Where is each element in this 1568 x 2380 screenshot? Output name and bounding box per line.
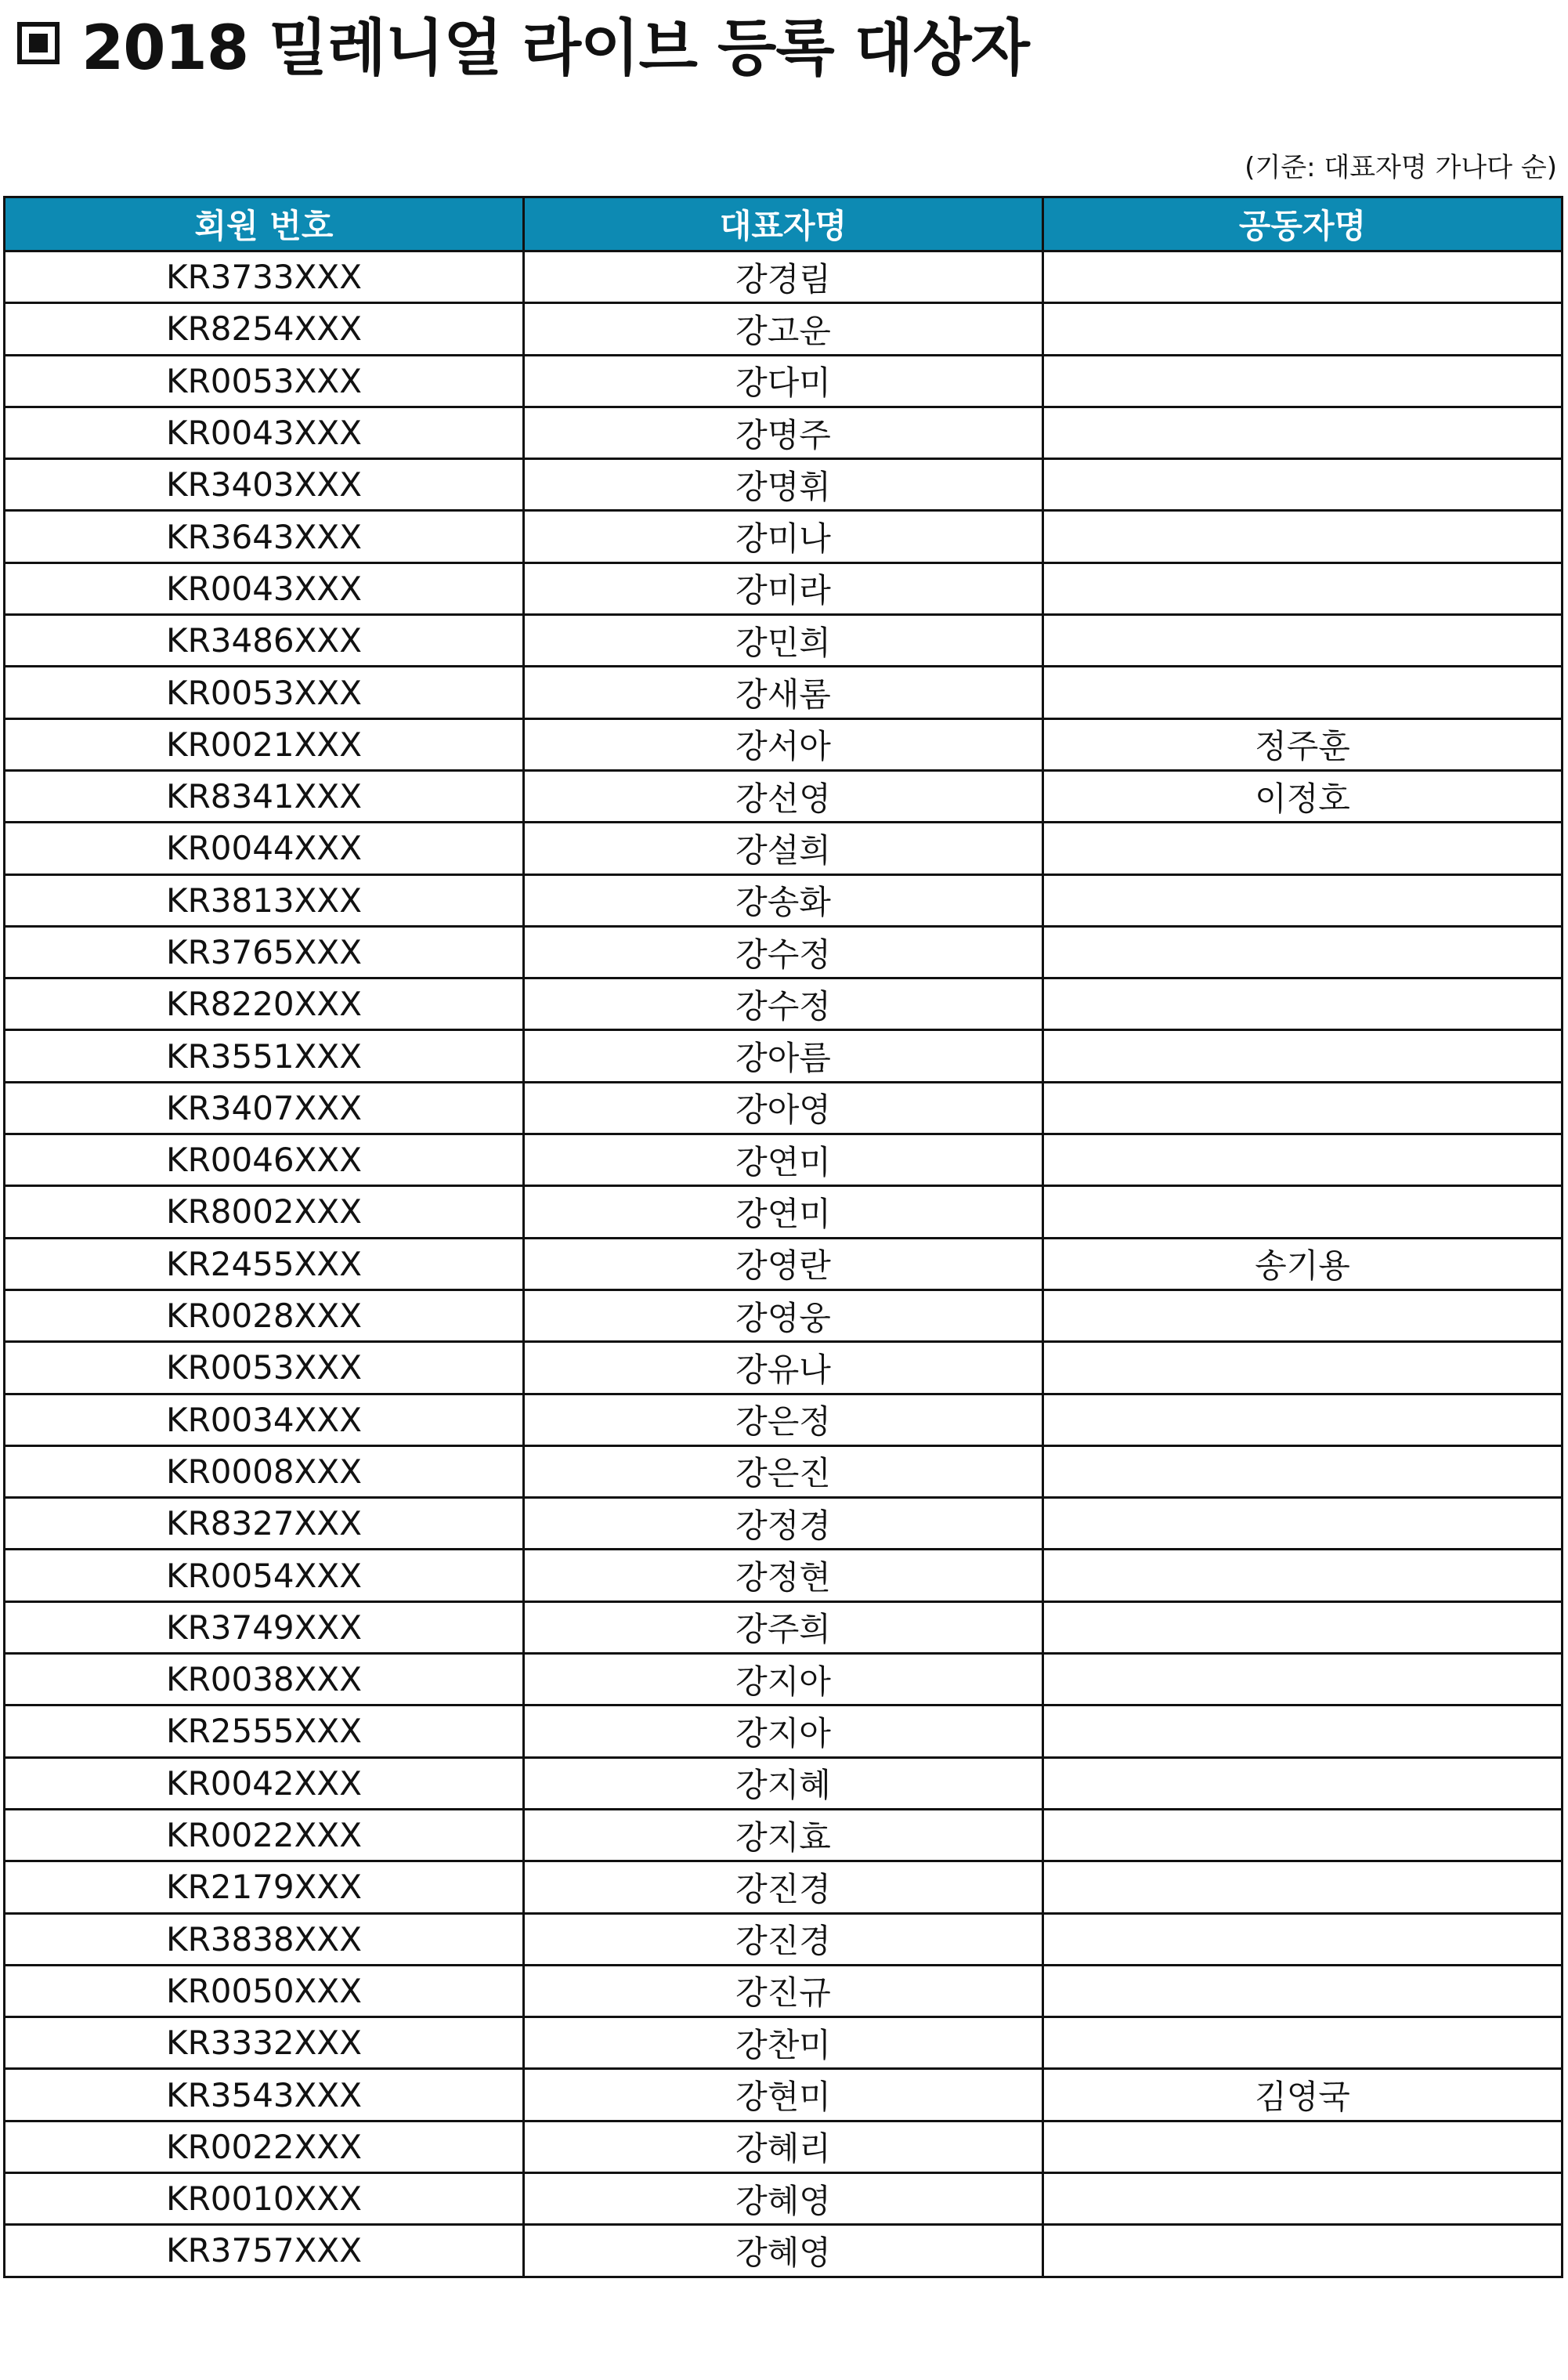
- representative-name-cell: 강정현: [524, 1550, 1043, 1601]
- representative-name-cell: 강연미: [524, 1186, 1043, 1238]
- member-number-cell: KR0053XXX: [5, 355, 524, 407]
- member-number-cell: KR3643XXX: [5, 511, 524, 562]
- representative-name-cell: 강미라: [524, 562, 1043, 614]
- co-registrant-name-cell: [1043, 1654, 1563, 1705]
- member-number-cell: KR0022XXX: [5, 2121, 524, 2172]
- co-registrant-name-cell: [1043, 1913, 1563, 1965]
- representative-name-cell: 강진경: [524, 1913, 1043, 1965]
- member-number-cell: KR0044XXX: [5, 823, 524, 874]
- member-number-cell: KR3407XXX: [5, 1082, 524, 1134]
- table-row: [5, 355, 1563, 407]
- co-registrant-name-cell: [1043, 1601, 1563, 1653]
- co-registrant-name-cell: [1043, 251, 1563, 303]
- table-row: [5, 1601, 1563, 1653]
- member-number-cell: KR0046XXX: [5, 1134, 524, 1186]
- table-header-row: [5, 197, 1563, 251]
- representative-name-cell: 강아영: [524, 1082, 1043, 1134]
- member-number-cell: KR3551XXX: [5, 1030, 524, 1082]
- representative-name-cell: 강수정: [524, 978, 1043, 1030]
- table-row: [5, 667, 1563, 718]
- co-registrant-name-cell: 이정호: [1043, 770, 1563, 822]
- table-row: [5, 1861, 1563, 1913]
- representative-name-cell: 강지효: [524, 1809, 1043, 1861]
- header-co-registrant-name: 공동자명: [1043, 197, 1563, 251]
- table-row: [5, 2017, 1563, 2069]
- representative-name-cell: 강은정: [524, 1394, 1043, 1445]
- table-row: [5, 1186, 1563, 1238]
- table-row: [5, 1705, 1563, 1757]
- representative-name-cell: 강민희: [524, 615, 1043, 667]
- representative-name-cell: 강송화: [524, 874, 1043, 926]
- representative-name-cell: 강진경: [524, 1861, 1043, 1913]
- member-number-cell: KR0053XXX: [5, 667, 524, 718]
- table-row: [5, 1654, 1563, 1705]
- co-registrant-name-cell: [1043, 459, 1563, 511]
- member-number-cell: KR3813XXX: [5, 874, 524, 926]
- representative-name-cell: 강명휘: [524, 459, 1043, 511]
- member-number-cell: KR3838XXX: [5, 1913, 524, 1965]
- co-registrant-name-cell: [1043, 1550, 1563, 1601]
- member-number-cell: KR3749XXX: [5, 1601, 524, 1653]
- co-registrant-name-cell: [1043, 1289, 1563, 1341]
- co-registrant-name-cell: [1043, 2172, 1563, 2224]
- representative-name-cell: 강유나: [524, 1342, 1043, 1394]
- co-registrant-name-cell: [1043, 2017, 1563, 2069]
- table-row: [5, 823, 1563, 874]
- co-registrant-name-cell: [1043, 1445, 1563, 1497]
- table-row: [5, 1289, 1563, 1341]
- table-row: [5, 303, 1563, 355]
- table-row: [5, 407, 1563, 458]
- table-row: [5, 978, 1563, 1030]
- table-row: [5, 1238, 1563, 1289]
- member-number-cell: KR0008XXX: [5, 1445, 524, 1497]
- representative-name-cell: 강주희: [524, 1601, 1043, 1653]
- table-row: [5, 770, 1563, 822]
- co-registrant-name-cell: [1043, 667, 1563, 718]
- co-registrant-name-cell: [1043, 1134, 1563, 1186]
- co-registrant-name-cell: [1043, 1082, 1563, 1134]
- member-number-cell: KR2555XXX: [5, 1705, 524, 1757]
- header-member-number: 회원 번호: [5, 197, 524, 251]
- member-number-cell: KR0050XXX: [5, 1965, 524, 2016]
- representative-name-cell: 강영란: [524, 1238, 1043, 1289]
- member-number-cell: KR3765XXX: [5, 926, 524, 978]
- co-registrant-name-cell: [1043, 926, 1563, 978]
- table-row: [5, 1082, 1563, 1134]
- member-number-cell: KR8341XXX: [5, 770, 524, 822]
- representative-name-cell: 강고운: [524, 303, 1043, 355]
- co-registrant-name-cell: [1043, 1705, 1563, 1757]
- co-registrant-name-cell: [1043, 1757, 1563, 1809]
- member-number-cell: KR0053XXX: [5, 1342, 524, 1394]
- representative-name-cell: 강연미: [524, 1134, 1043, 1186]
- registrant-table: [3, 196, 1563, 2278]
- member-number-cell: KR0034XXX: [5, 1394, 524, 1445]
- table-row: [5, 2225, 1563, 2277]
- page-title-text: 2018 밀레니얼 라이브 등록 대상자: [81, 13, 1029, 84]
- member-number-cell: KR0010XXX: [5, 2172, 524, 2224]
- co-registrant-name-cell: 송기용: [1043, 1238, 1563, 1289]
- representative-name-cell: 강설희: [524, 823, 1043, 874]
- member-number-cell: KR8220XXX: [5, 978, 524, 1030]
- table-row: [5, 2172, 1563, 2224]
- co-registrant-name-cell: [1043, 823, 1563, 874]
- co-registrant-name-cell: [1043, 615, 1563, 667]
- table-row: [5, 1394, 1563, 1445]
- table-row: [5, 926, 1563, 978]
- header-representative-name: 대표자명: [524, 197, 1043, 251]
- member-number-cell: KR8254XXX: [5, 303, 524, 355]
- representative-name-cell: 강아름: [524, 1030, 1043, 1082]
- co-registrant-name-cell: 정주훈: [1043, 718, 1563, 770]
- table-row: [5, 511, 1563, 562]
- table-row: [5, 1550, 1563, 1601]
- member-number-cell: KR3486XXX: [5, 615, 524, 667]
- representative-name-cell: 강혜영: [524, 2172, 1043, 2224]
- table-row: [5, 1030, 1563, 1082]
- member-number-cell: KR0043XXX: [5, 562, 524, 614]
- co-registrant-name-cell: [1043, 1030, 1563, 1082]
- co-registrant-name-cell: [1043, 1861, 1563, 1913]
- member-number-cell: KR0028XXX: [5, 1289, 524, 1341]
- co-registrant-name-cell: [1043, 1965, 1563, 2016]
- page-title: [17, 8, 1029, 84]
- table-row: [5, 615, 1563, 667]
- representative-name-cell: 강선영: [524, 770, 1043, 822]
- representative-name-cell: 강진규: [524, 1965, 1043, 2016]
- co-registrant-name-cell: [1043, 355, 1563, 407]
- representative-name-cell: 강혜리: [524, 2121, 1043, 2172]
- representative-name-cell: 강현미: [524, 2069, 1043, 2121]
- table-row: [5, 2121, 1563, 2172]
- co-registrant-name-cell: [1043, 1809, 1563, 1861]
- table-row: [5, 718, 1563, 770]
- table-row: [5, 1913, 1563, 1965]
- co-registrant-name-cell: [1043, 511, 1563, 562]
- square-bullet-icon: [17, 22, 60, 64]
- representative-name-cell: 강미나: [524, 511, 1043, 562]
- member-number-cell: KR8327XXX: [5, 1498, 524, 1550]
- representative-name-cell: 강수정: [524, 926, 1043, 978]
- co-registrant-name-cell: 김영국: [1043, 2069, 1563, 2121]
- representative-name-cell: 강서아: [524, 718, 1043, 770]
- representative-name-cell: 강지아: [524, 1705, 1043, 1757]
- co-registrant-name-cell: [1043, 407, 1563, 458]
- sort-note: (기준: 대표자명 가나다 순): [1245, 152, 1557, 183]
- table-row: [5, 874, 1563, 926]
- representative-name-cell: 강지아: [524, 1654, 1043, 1705]
- co-registrant-name-cell: [1043, 1394, 1563, 1445]
- table-row: [5, 1965, 1563, 2016]
- table-row: [5, 562, 1563, 614]
- representative-name-cell: 강다미: [524, 355, 1043, 407]
- representative-name-cell: 강지혜: [524, 1757, 1043, 1809]
- representative-name-cell: 강새롬: [524, 667, 1043, 718]
- member-number-cell: KR2179XXX: [5, 1861, 524, 1913]
- table-row: [5, 1498, 1563, 1550]
- table-body: [5, 251, 1563, 2277]
- co-registrant-name-cell: [1043, 2225, 1563, 2277]
- table-row: [5, 1757, 1563, 1809]
- table-row: [5, 251, 1563, 303]
- member-number-cell: KR3403XXX: [5, 459, 524, 511]
- co-registrant-name-cell: [1043, 1186, 1563, 1238]
- representative-name-cell: 강정경: [524, 1498, 1043, 1550]
- member-number-cell: KR0054XXX: [5, 1550, 524, 1601]
- representative-name-cell: 강경림: [524, 251, 1043, 303]
- member-number-cell: KR3543XXX: [5, 2069, 524, 2121]
- member-number-cell: KR0042XXX: [5, 1757, 524, 1809]
- member-number-cell: KR0038XXX: [5, 1654, 524, 1705]
- table-row: [5, 2069, 1563, 2121]
- co-registrant-name-cell: [1043, 2121, 1563, 2172]
- representative-name-cell: 강영웅: [524, 1289, 1043, 1341]
- member-number-cell: KR0021XXX: [5, 718, 524, 770]
- table-row: [5, 1445, 1563, 1497]
- co-registrant-name-cell: [1043, 562, 1563, 614]
- representative-name-cell: 강은진: [524, 1445, 1043, 1497]
- co-registrant-name-cell: [1043, 978, 1563, 1030]
- representative-name-cell: 강명주: [524, 407, 1043, 458]
- member-number-cell: KR3757XXX: [5, 2225, 524, 2277]
- representative-name-cell: 강찬미: [524, 2017, 1043, 2069]
- table-row: [5, 459, 1563, 511]
- member-number-cell: KR8002XXX: [5, 1186, 524, 1238]
- member-number-cell: KR3332XXX: [5, 2017, 524, 2069]
- representative-name-cell: 강혜영: [524, 2225, 1043, 2277]
- co-registrant-name-cell: [1043, 874, 1563, 926]
- member-number-cell: KR0022XXX: [5, 1809, 524, 1861]
- co-registrant-name-cell: [1043, 303, 1563, 355]
- co-registrant-name-cell: [1043, 1342, 1563, 1394]
- table-row: [5, 1342, 1563, 1394]
- table-row: [5, 1809, 1563, 1861]
- co-registrant-name-cell: [1043, 1498, 1563, 1550]
- member-number-cell: KR2455XXX: [5, 1238, 524, 1289]
- member-number-cell: KR0043XXX: [5, 407, 524, 458]
- table-row: [5, 1134, 1563, 1186]
- member-number-cell: KR3733XXX: [5, 251, 524, 303]
